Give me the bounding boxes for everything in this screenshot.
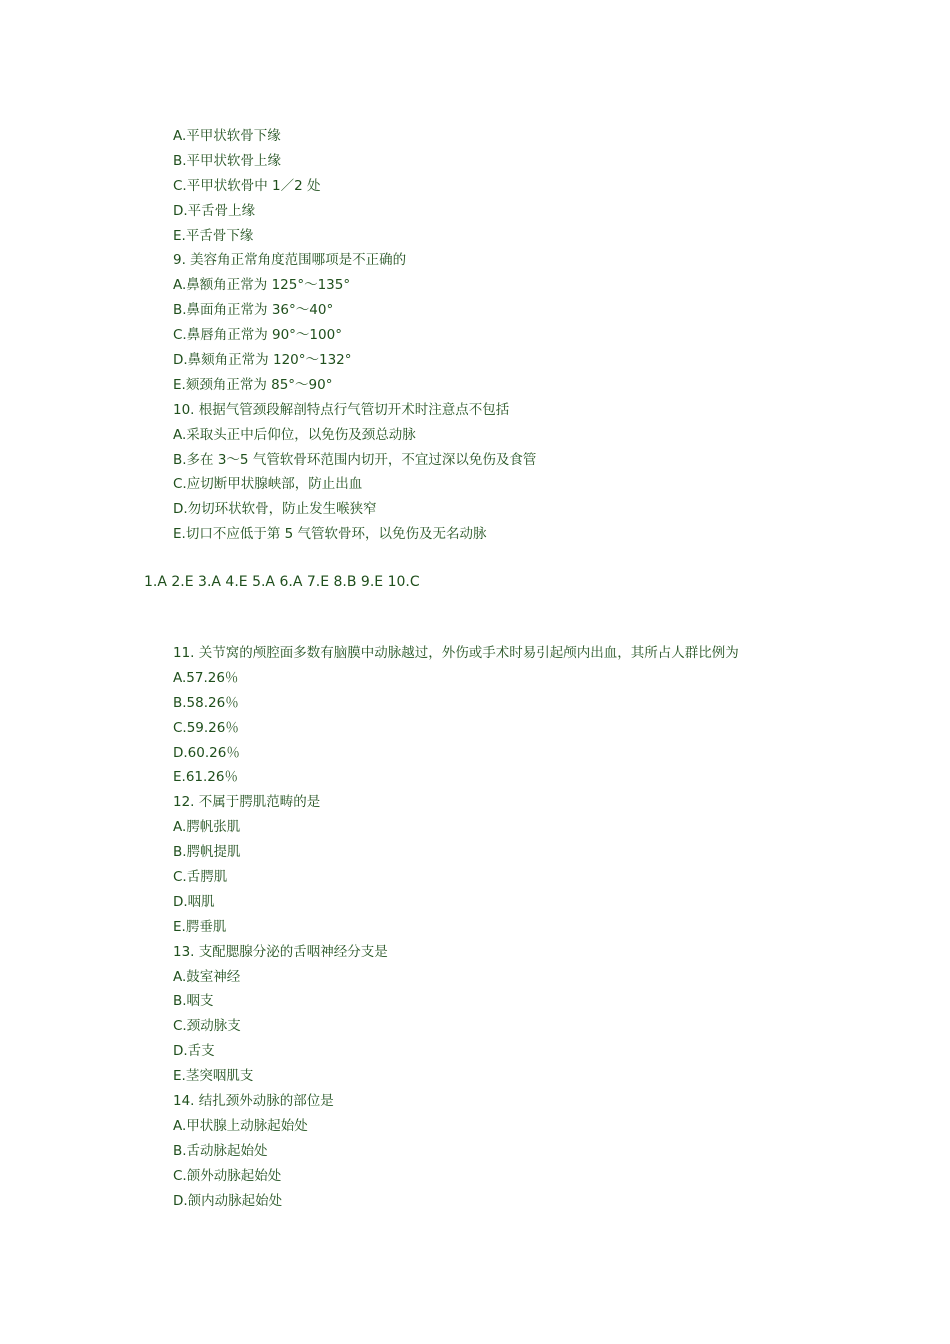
option-line: D.颌内动脉起始处 <box>173 1192 283 1209</box>
option-line: A.采取头正中后仰位，以免伤及颈总动脉 <box>173 426 416 443</box>
option-line: D.咽肌 <box>173 893 215 910</box>
question-block-8-10 <box>173 124 536 547</box>
option-line: D.平舌骨上缘 <box>173 202 256 219</box>
option-line: B.多在 3～5 气管软骨环范围内切开，不宜过深以免伤及食管 <box>173 451 537 468</box>
question-10-text: 10. 根据气管颈段解剖特点行气管切开术时注意点不包括 <box>173 401 510 418</box>
option-line: E.61.26％ <box>173 769 238 786</box>
question-12-text: 12. 不属于腭肌范畴的是 <box>173 794 321 811</box>
option-line: A.平甲状软骨下缘 <box>173 128 281 144</box>
option-line: B.舌动脉起始处 <box>173 1142 268 1159</box>
question-11-text: 11. 关节窝的颅腔面多数有脑膜中动脉越过，外伤或手术时易引起颅内出血，其所占人群比例为 <box>173 645 739 661</box>
option-line: E.茎突咽肌支 <box>173 1068 254 1085</box>
option-line: B.咽支 <box>173 993 214 1010</box>
option-line: E.颏颈角正常为 85°～90° <box>173 376 333 393</box>
option-line: C.鼻唇角正常为 90°～100° <box>173 327 342 344</box>
option-line: D.舌支 <box>173 1043 215 1060</box>
option-line: B.58.26％ <box>173 694 239 711</box>
option-line: D.鼻颏角正常为 120°～132° <box>173 352 352 369</box>
option-line: A.鼓室神经 <box>173 968 241 985</box>
option-line: E.切口不应低于第 5 气管软骨环，以免伤及无名动脉 <box>173 526 487 543</box>
option-line: E.平舌骨下缘 <box>173 227 254 244</box>
option-line: B.鼻面角正常为 36°～40° <box>173 302 334 319</box>
option-line: C.应切断甲状腺峡部，防止出血 <box>173 476 363 493</box>
option-line: B.平甲状软骨上缘 <box>173 152 282 169</box>
option-line: C.颈动脉支 <box>173 1018 241 1035</box>
option-line: C.舌腭肌 <box>173 869 228 886</box>
option-line: C.平甲状软骨中 1／2 处 <box>173 177 321 194</box>
option-line: D.勿切环状软骨，防止发生喉狭窄 <box>173 501 377 518</box>
answer-key: 1.A 2.E 3.A 4.E 5.A 6.A 7.E 8.B 9.E 10.C <box>144 574 420 590</box>
option-line: B.腭帆提肌 <box>173 844 241 861</box>
option-line: D.60.26％ <box>173 744 240 761</box>
option-line: E.腭垂肌 <box>173 918 227 935</box>
option-line: C.颌外动脉起始处 <box>173 1167 282 1184</box>
question-14-text: 14. 结扎颈外动脉的部位是 <box>173 1093 334 1110</box>
question-9-text: 9. 美容角正常角度范围哪项是不正确的 <box>173 252 407 269</box>
option-line: A.甲状腺上动脉起始处 <box>173 1117 308 1134</box>
option-line: A.鼻额角正常为 125°～135° <box>173 277 351 294</box>
question-block-11-14 <box>173 641 739 1213</box>
option-line: A.腭帆张肌 <box>173 819 241 836</box>
question-13-text: 13. 支配腮腺分泌的舌咽神经分支是 <box>173 943 388 960</box>
option-line: A.57.26％ <box>173 669 239 686</box>
option-line: C.59.26％ <box>173 719 239 736</box>
